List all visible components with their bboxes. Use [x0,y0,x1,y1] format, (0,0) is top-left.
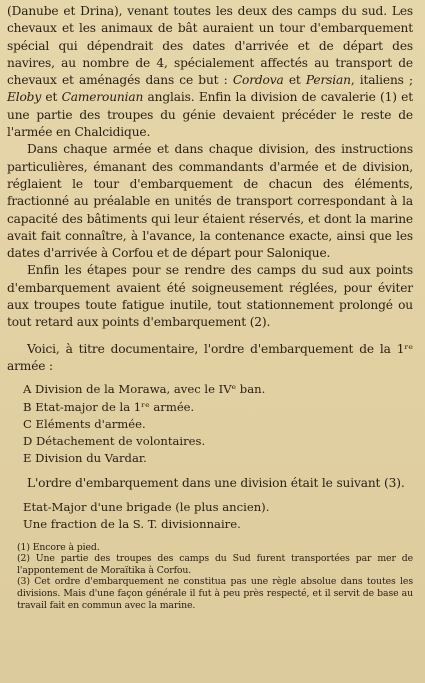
p1-run-4: , italiens ; [350,73,413,88]
footnote-2: (2) Une partie des troupes des camps du Sud furent transportées par mer de l'appontement de Moraïtika à Corfou. [17,553,413,576]
list-item [23,399,413,416]
ship-name-eloby: Eloby [7,90,42,105]
embarkation-order-list [7,381,413,467]
paragraph-1 [7,3,413,141]
footnotes [7,542,413,612]
list-item: Etat-Major d'une brigade (le plus ancien). [23,500,270,515]
list-item [23,381,413,398]
p1-run-8: anglais. Enfin la division de cavalerie (1) et une partie des troupes du génie devaient précéder le reste de l'armée en Chalcidique. [7,90,413,140]
paragraph-4: Voici, à titre documentaire, l'ordre d'embarquement de la 1ʳᵉ armée : [7,341,413,373]
list-item-text: B Etat-major de la 1ʳᵉ armée. [23,399,195,414]
list-item [23,416,413,433]
ship-name-persian: Persian [305,73,351,88]
list-item [23,433,413,450]
list-item-text: D Détachement de volontaires. [23,434,206,449]
p1-run-2: et [283,73,306,88]
list-item-text: C Eléments d'armée. [23,416,146,431]
footnote-1: (1) Encore à pied. [17,541,100,553]
division-order-list [7,499,413,534]
paragraph-3: Enfin les étapes pour se rendre des camps du sud aux points d'embarquement avaient été soigneusement réglées, pour éviter aux troupes toute fatigue inutile, tout stationnement prolongé ou tout retard aux points d'embarquement (2). [7,263,413,330]
ship-name-cordova: Cordova [232,73,284,88]
list-item-text: E Division du Vardar. [23,451,147,466]
list-item: Une fraction de la S. T. divisionnaire. [23,517,241,532]
p1-run-6: et [41,90,62,105]
p1-run-0: (Danube et Drina), venant toutes les deux des camps du sud. Les chevaux et les animaux de bât auraient un tour d'embarquement spécial qui dépendrait des dates d'arrivée et de départ des navires, au nombre de 4, spécialement affectés au transport de chevaux et aménagés dans ce but : [7,4,413,88]
ship-name-camerounian: Camerounian [61,90,144,105]
list-item-text: A Division de la Morawa, avec le IVᵉ ban. [23,382,266,397]
paragraph-2: Dans chaque armée et dans chaque division, des instructions particulières, émanant des commandants d'armée et de division, réglaient le tour d'embarquement de chacun des éléments, fractionné au préalable en unités de transport correspondant à la capacité des bâtiments qui leur étaient réservés, et dont la marine avait fait connaître, à l'avance, la contenance exacte, ainsi que les dates d'arrivée à Corfou et de départ pour Salonique. [7,142,413,261]
list-item [23,450,413,467]
paragraph-5: L'ordre d'embarquement dans une division était le suivant (3). [27,475,405,490]
footnote-3: (3) Cet ordre d'embarquement ne constitua pas une règle absolue dans toutes les divisions. Mais d'une façon générale il fut à peu près respecté, et il servit de base au travail fait en commun avec la marine. [17,576,413,611]
